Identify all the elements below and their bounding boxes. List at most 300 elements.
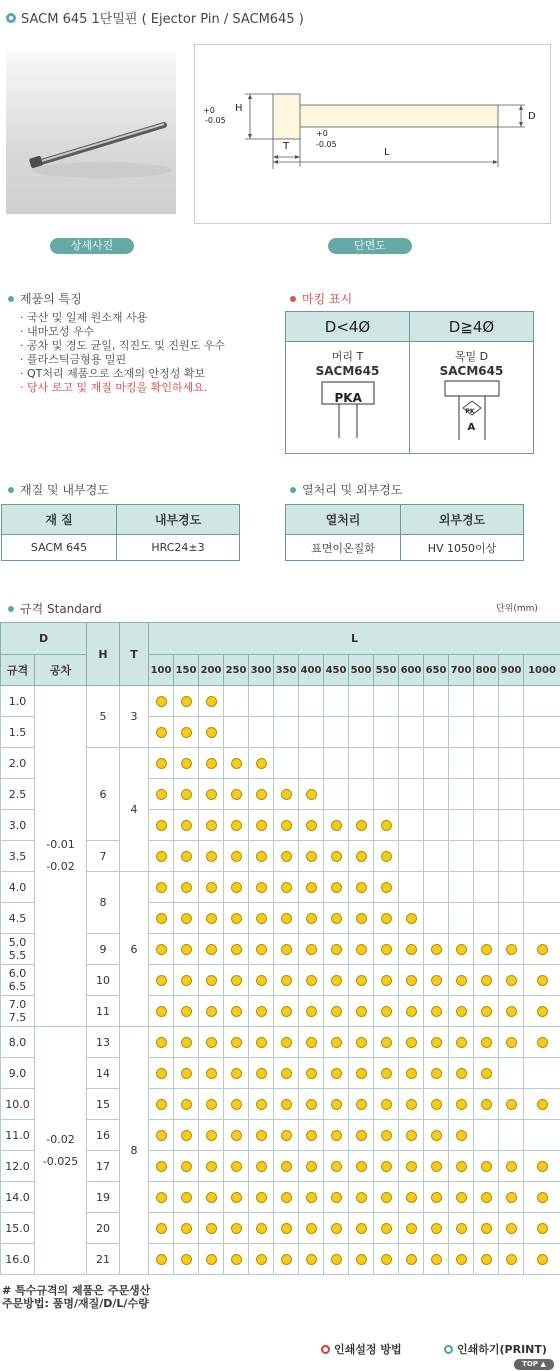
spec-l-cell <box>399 686 424 717</box>
spec-l-cell <box>499 717 524 748</box>
spec-size-cell <box>1 934 35 965</box>
spec-l-cell <box>274 996 299 1027</box>
spec-l-cell <box>299 903 324 934</box>
spec-l-cell <box>399 1151 424 1182</box>
spec-l-cell <box>149 1120 174 1151</box>
available-dot-icon <box>181 820 192 831</box>
spec-l-cell <box>324 717 349 748</box>
spec-l-cell <box>299 810 324 841</box>
hardness-value: HRC24±3 <box>117 535 240 561</box>
ejector-pin-drawing <box>195 45 552 225</box>
spec-l-cell <box>174 686 199 717</box>
available-dot-icon <box>406 975 417 986</box>
available-dot-icon <box>256 851 267 862</box>
print-setup-icon <box>321 1345 330 1354</box>
available-dot-icon <box>206 1254 217 1265</box>
spec-l-cell <box>374 748 399 779</box>
spec-size-value: 12.0 <box>5 1159 30 1173</box>
spec-l-cell <box>174 903 199 934</box>
spec-h-value: 19 <box>87 1182 120 1213</box>
spec-l-cell <box>324 779 349 810</box>
spec-head-l-value: 400 <box>299 655 324 686</box>
available-dot-icon <box>306 913 317 924</box>
spec-l-cell <box>524 686 560 717</box>
available-dot-icon <box>156 1037 167 1048</box>
spec-l-cell <box>349 934 374 965</box>
available-dot-icon <box>506 1037 517 1048</box>
spec-l-cell <box>249 1182 274 1213</box>
spec-l-cell <box>349 1089 374 1120</box>
spec-head-d: D <box>1 623 87 655</box>
spec-head-l-value: 100 <box>149 655 174 686</box>
available-dot-icon <box>306 1130 317 1141</box>
marking-cell-large <box>410 342 534 454</box>
available-dot-icon <box>231 975 242 986</box>
available-dot-icon <box>406 1192 417 1203</box>
heat-table <box>285 504 524 561</box>
spec-size-cell <box>1 1120 35 1151</box>
h-tol-minus: -0.05 <box>205 116 226 125</box>
available-dot-icon <box>256 1068 267 1079</box>
print-label: 인쇄하기(PRINT) <box>457 1343 547 1356</box>
available-dot-icon <box>506 1161 517 1172</box>
available-dot-icon <box>206 1068 217 1079</box>
spec-l-cell <box>149 872 174 903</box>
spec-l-cell <box>424 1244 449 1275</box>
available-dot-icon <box>181 1254 192 1265</box>
available-dot-icon <box>281 1037 292 1048</box>
spec-l-cell <box>149 1027 174 1058</box>
spec-table <box>0 622 560 1275</box>
available-dot-icon <box>537 1099 548 1110</box>
spec-t-value: 8 <box>120 1027 149 1275</box>
spec-l-cell <box>224 1244 249 1275</box>
spec-l-cell <box>524 717 560 748</box>
spec-l-cell <box>399 810 424 841</box>
available-dot-icon <box>156 851 167 862</box>
spec-tol-value: -0.02 <box>46 1132 75 1146</box>
available-dot-icon <box>406 1099 417 1110</box>
spec-l-cell <box>274 1244 299 1275</box>
spec-l-cell <box>299 1182 324 1213</box>
available-dot-icon <box>306 1099 317 1110</box>
spec-l-cell <box>424 996 449 1027</box>
available-dot-icon <box>381 1130 392 1141</box>
spec-l-cell <box>349 1058 374 1089</box>
spec-l-cell <box>224 934 249 965</box>
marking-col2-head: D≧4Ø <box>410 312 534 342</box>
feature-item: · 플라스틱금형용 밀핀 <box>20 353 127 366</box>
available-dot-icon <box>406 1037 417 1048</box>
material-heading <box>8 481 109 498</box>
available-dot-icon <box>506 1223 517 1234</box>
spec-l-cell <box>324 996 349 1027</box>
top-button[interactable]: TOP ▲ <box>514 1359 554 1370</box>
spec-l-cell <box>174 748 199 779</box>
available-dot-icon <box>156 913 167 924</box>
spec-l-cell <box>249 934 274 965</box>
available-dot-icon <box>231 944 242 955</box>
spec-size-value: 8.0 <box>8 1035 27 1049</box>
spec-l-cell <box>174 1213 199 1244</box>
available-dot-icon <box>231 1037 242 1048</box>
spec-l-cell <box>174 1120 199 1151</box>
spec-l-cell <box>499 686 524 717</box>
available-dot-icon <box>331 1130 342 1141</box>
spec-head-tol: 공차 <box>35 655 87 686</box>
t-tol-minus: -0.05 <box>316 140 337 149</box>
available-dot-icon <box>231 820 242 831</box>
section-diagram <box>194 44 551 224</box>
spec-size-cell <box>1 686 35 717</box>
spec-l-cell <box>149 1058 174 1089</box>
spec-size-value: 2.0 <box>8 756 27 770</box>
material-header-hardness: 내부경도 <box>117 505 240 535</box>
section-view-label: 단면도 <box>328 238 412 254</box>
spec-l-cell <box>274 717 299 748</box>
available-dot-icon <box>306 1037 317 1048</box>
available-dot-icon <box>456 1254 467 1265</box>
available-dot-icon <box>331 1192 342 1203</box>
available-dot-icon <box>281 789 292 800</box>
spec-l-cell <box>474 810 499 841</box>
available-dot-icon <box>156 1223 167 1234</box>
spec-l-cell <box>274 1151 299 1182</box>
spec-l-cell <box>474 1027 499 1058</box>
available-dot-icon <box>406 1130 417 1141</box>
available-dot-icon <box>181 882 192 893</box>
spec-l-cell <box>224 872 249 903</box>
available-dot-icon <box>537 944 548 955</box>
spec-size-cell <box>1 1182 35 1213</box>
available-dot-icon <box>506 975 517 986</box>
available-dot-icon <box>431 1161 442 1172</box>
bullet-icon <box>290 296 296 302</box>
spec-l-cell <box>149 717 174 748</box>
spec-l-cell <box>224 717 249 748</box>
spec-size-cell <box>1 903 35 934</box>
spec-l-cell <box>224 810 249 841</box>
spec-l-cell <box>474 903 499 934</box>
spec-l-cell <box>199 1027 224 1058</box>
spec-l-cell <box>224 1151 249 1182</box>
spec-size-value: 1.5 <box>8 725 27 739</box>
available-dot-icon <box>181 727 192 738</box>
spec-l-cell <box>424 903 449 934</box>
spec-size-value: 16.0 <box>5 1252 30 1266</box>
spec-l-cell <box>274 1120 299 1151</box>
material-value: SACM 645 <box>2 535 117 561</box>
spec-size-value: 6.5 <box>8 980 27 993</box>
spec-l-cell <box>174 934 199 965</box>
available-dot-icon <box>281 820 292 831</box>
available-dot-icon <box>231 1254 242 1265</box>
spec-l-cell <box>274 903 299 934</box>
spec-size-value: 2.5 <box>8 787 27 801</box>
spec-tol-value: -0.02 <box>46 860 75 873</box>
available-dot-icon <box>481 1006 492 1017</box>
spec-l-cell <box>274 1089 299 1120</box>
spec-l-cell <box>349 1213 374 1244</box>
available-dot-icon <box>206 696 217 707</box>
available-dot-icon <box>256 820 267 831</box>
spec-l-cell <box>499 1213 524 1244</box>
spec-l-cell <box>324 1058 349 1089</box>
features-title: 제품의 특징 <box>20 292 82 306</box>
available-dot-icon <box>181 1099 192 1110</box>
available-dot-icon <box>356 1068 367 1079</box>
ejector-pin-photo <box>6 52 176 214</box>
print-setup-button[interactable] <box>321 1341 402 1357</box>
spec-l-cell <box>449 1120 474 1151</box>
spec-l-cell <box>474 841 499 872</box>
available-dot-icon <box>456 1006 467 1017</box>
available-dot-icon <box>456 1161 467 1172</box>
available-dot-icon <box>256 1223 267 1234</box>
spec-head-l-value: 1000 <box>524 655 560 686</box>
spec-head-t: T <box>120 623 149 686</box>
spec-head-l-value: 800 <box>474 655 499 686</box>
heat-heading <box>290 481 402 498</box>
spec-l-cell <box>524 872 560 903</box>
spec-l-cell <box>349 779 374 810</box>
available-dot-icon <box>206 727 217 738</box>
h-tol-plus: +0 <box>203 106 215 115</box>
available-dot-icon <box>306 820 317 831</box>
spec-h-value: 5 <box>87 686 120 748</box>
spec-l-cell <box>474 1213 499 1244</box>
product-photo <box>6 52 176 214</box>
spec-l-cell <box>374 903 399 934</box>
spec-l-cell <box>399 872 424 903</box>
spec-l-cell <box>349 965 374 996</box>
spec-l-cell <box>224 903 249 934</box>
spec-l-cell <box>199 841 224 872</box>
available-dot-icon <box>156 1161 167 1172</box>
material-title: 재질 및 내부경도 <box>20 483 109 497</box>
available-dot-icon <box>256 1192 267 1203</box>
spec-head-l-value: 650 <box>424 655 449 686</box>
available-dot-icon <box>231 1130 242 1141</box>
spec-l-cell <box>474 934 499 965</box>
spec-l-cell <box>499 903 524 934</box>
spec-t-value: 4 <box>120 748 149 872</box>
available-dot-icon <box>356 882 367 893</box>
spec-l-cell <box>374 810 399 841</box>
spec-size-value: 7.0 <box>8 998 27 1011</box>
available-dot-icon <box>537 1006 548 1017</box>
spec-l-cell <box>199 748 224 779</box>
available-dot-icon <box>481 1192 492 1203</box>
feature-item: · 내마모성 우수 <box>20 325 95 338</box>
available-dot-icon <box>206 1223 217 1234</box>
spec-l-cell <box>349 841 374 872</box>
spec-l-cell <box>424 748 449 779</box>
spec-l-cell <box>374 1182 399 1213</box>
spec-l-cell <box>374 1151 399 1182</box>
available-dot-icon <box>356 1037 367 1048</box>
spec-l-cell <box>499 965 524 996</box>
available-dot-icon <box>331 975 342 986</box>
spec-head-size: 규격 <box>1 655 35 686</box>
spec-l-cell <box>524 1120 560 1151</box>
available-dot-icon <box>206 1006 217 1017</box>
spec-l-cell <box>399 1089 424 1120</box>
spec-heading <box>8 600 102 617</box>
spec-l-cell <box>374 717 399 748</box>
spec-l-cell <box>399 903 424 934</box>
available-dot-icon <box>281 851 292 862</box>
available-dot-icon <box>156 1254 167 1265</box>
spec-l-cell <box>399 1058 424 1089</box>
spec-size-cell <box>1 717 35 748</box>
spec-l-cell <box>399 1244 424 1275</box>
spec-l-cell <box>274 1213 299 1244</box>
available-dot-icon <box>381 944 392 955</box>
available-dot-icon <box>481 1068 492 1079</box>
spec-l-cell <box>499 779 524 810</box>
bullet-icon <box>8 606 14 612</box>
spec-l-cell <box>249 686 274 717</box>
spec-size-cell <box>1 1151 35 1182</box>
available-dot-icon <box>256 1130 267 1141</box>
spec-l-cell <box>149 1244 174 1275</box>
spec-l-cell <box>449 779 474 810</box>
marking-col1-sub: 머리 T <box>331 350 364 363</box>
spec-l-cell <box>299 1089 324 1120</box>
spec-h-value: 9 <box>87 934 120 965</box>
spec-l-cell <box>524 841 560 872</box>
spec-size-cell <box>1 872 35 903</box>
print-button[interactable] <box>444 1341 547 1357</box>
available-dot-icon <box>181 975 192 986</box>
available-dot-icon <box>356 975 367 986</box>
spec-l-cell <box>449 686 474 717</box>
spec-size-value: 4.5 <box>8 911 27 925</box>
available-dot-icon <box>537 1161 548 1172</box>
spec-l-cell <box>149 686 174 717</box>
spec-l-cell <box>524 748 560 779</box>
table-row <box>1 686 560 717</box>
spec-l-cell <box>299 1213 324 1244</box>
spec-l-cell <box>299 996 324 1027</box>
spec-l-cell <box>249 996 274 1027</box>
available-dot-icon <box>156 882 167 893</box>
t-label: T <box>283 141 290 152</box>
available-dot-icon <box>537 1192 548 1203</box>
spec-l-cell <box>449 872 474 903</box>
spec-l-cell <box>424 779 449 810</box>
spec-h-value: 6 <box>87 748 120 841</box>
available-dot-icon <box>406 1223 417 1234</box>
spec-size-cell <box>1 1244 35 1275</box>
available-dot-icon <box>281 1254 292 1265</box>
spec-l-cell <box>199 686 224 717</box>
spec-l-cell <box>224 748 249 779</box>
spec-l-cell <box>224 996 249 1027</box>
spec-l-cell <box>274 872 299 903</box>
available-dot-icon <box>181 1161 192 1172</box>
surface-hardness-value: HV 1050이상 <box>401 535 524 561</box>
spec-l-cell <box>224 779 249 810</box>
spec-head-l-value: 550 <box>374 655 399 686</box>
spec-l-cell <box>199 965 224 996</box>
print-icon <box>444 1345 453 1354</box>
spec-l-cell <box>199 779 224 810</box>
spec-l-cell <box>399 779 424 810</box>
heat-title: 열처리 및 외부경도 <box>302 483 403 497</box>
available-dot-icon <box>456 1037 467 1048</box>
spec-l-cell <box>499 1120 524 1151</box>
available-dot-icon <box>356 1192 367 1203</box>
material-header-material: 재 질 <box>2 505 117 535</box>
spec-l-cell <box>249 903 274 934</box>
spec-l-cell <box>499 872 524 903</box>
spec-l-cell <box>149 748 174 779</box>
available-dot-icon <box>156 1099 167 1110</box>
print-setup-label: 인쇄설정 방법 <box>334 1343 402 1356</box>
marking-col2-mark-top: PK <box>465 407 475 415</box>
available-dot-icon <box>281 1068 292 1079</box>
spec-l-cell <box>474 686 499 717</box>
spec-l-cell <box>349 717 374 748</box>
available-dot-icon <box>431 1130 442 1141</box>
available-dot-icon <box>156 789 167 800</box>
spec-size-cell <box>1 841 35 872</box>
spec-l-cell <box>299 717 324 748</box>
spec-l-cell <box>174 872 199 903</box>
spec-l-cell <box>524 965 560 996</box>
spec-l-cell <box>274 934 299 965</box>
spec-l-cell <box>299 748 324 779</box>
available-dot-icon <box>356 1223 367 1234</box>
spec-head-l-value: 450 <box>324 655 349 686</box>
available-dot-icon <box>331 1161 342 1172</box>
spec-head-l-value: 600 <box>399 655 424 686</box>
spec-tol-cell <box>35 1027 87 1275</box>
spec-size-value: 4.0 <box>8 880 27 894</box>
available-dot-icon <box>356 1006 367 1017</box>
spec-l-cell <box>299 1244 324 1275</box>
spec-l-cell <box>174 1244 199 1275</box>
available-dot-icon <box>256 882 267 893</box>
spec-l-cell <box>299 934 324 965</box>
spec-l-cell <box>149 1151 174 1182</box>
available-dot-icon <box>331 913 342 924</box>
available-dot-icon <box>356 1130 367 1141</box>
available-dot-icon <box>456 1068 467 1079</box>
available-dot-icon <box>431 1223 442 1234</box>
feature-warning: · 당사 로고 및 재질 마킹을 확인하세요. <box>20 381 208 394</box>
spec-l-cell <box>349 1182 374 1213</box>
spec-l-cell <box>474 748 499 779</box>
available-dot-icon <box>537 1254 548 1265</box>
marking-col2-code: SACM645 <box>439 364 504 378</box>
available-dot-icon <box>181 789 192 800</box>
features-heading <box>8 290 82 307</box>
spec-l-cell <box>174 1089 199 1120</box>
heat-header-treatment: 열처리 <box>286 505 401 535</box>
spec-tol-cell <box>35 686 87 1027</box>
spec-l-cell <box>149 841 174 872</box>
available-dot-icon <box>406 1068 417 1079</box>
available-dot-icon <box>331 1254 342 1265</box>
marking-col1-mark: PKA <box>334 390 362 405</box>
available-dot-icon <box>306 789 317 800</box>
available-dot-icon <box>331 1037 342 1048</box>
spec-l-cell <box>474 1089 499 1120</box>
spec-t-value: 3 <box>120 686 149 748</box>
